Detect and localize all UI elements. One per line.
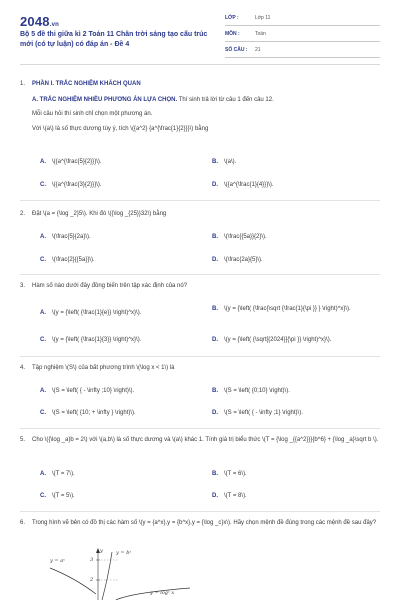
meta-row-count bbox=[225, 46, 380, 58]
option-letter: D. bbox=[212, 182, 218, 188]
option-letter: C. bbox=[40, 493, 46, 499]
option-letter: D. bbox=[212, 410, 218, 416]
question-number: 5. bbox=[20, 437, 26, 443]
question-stem: Hàm số nào dưới đây đồng biến trên tập xác định của nó? bbox=[32, 283, 188, 289]
option-letter: B. bbox=[212, 159, 218, 165]
question-number: 3. bbox=[20, 283, 26, 289]
question-divider bbox=[20, 274, 380, 275]
instruction-text: Mỗi câu hỏi thí sinh chỉ chọn một phương án. bbox=[32, 111, 153, 117]
option-text: \(y = {\left( {\frac{1}{e}} \right)^x}\). bbox=[52, 310, 142, 316]
option-text: \(\frac{{5a}}{2}\). bbox=[224, 234, 267, 240]
option-text: \(y = {\left( {\sqrt[{2024}]{\pi }} \right)^x}\). bbox=[224, 337, 332, 343]
logo-sub: .vn bbox=[49, 22, 60, 28]
question-stem: Tập nghiệm \(S\) của bất phương trình \(\log x < 1\) là bbox=[32, 365, 175, 371]
axis-y-label: y bbox=[100, 548, 103, 554]
option-text: \({a^{\frac{1}{4}}}\). bbox=[224, 182, 274, 188]
curve-b-x bbox=[102, 552, 112, 600]
option-letter: C. bbox=[40, 410, 46, 416]
option-text: \({a^{\frac{5}{2}}}\). bbox=[52, 159, 102, 165]
option-letter: A. bbox=[40, 310, 46, 316]
option-letter: B. bbox=[212, 388, 218, 394]
question-3 bbox=[20, 282, 384, 294]
logo-main: 2048 bbox=[20, 14, 50, 29]
option-letter: B. bbox=[212, 306, 218, 312]
option-letter: B. bbox=[212, 471, 218, 477]
question-4 bbox=[20, 364, 384, 376]
option-text: \(T = 7\). bbox=[52, 471, 75, 477]
option-text: \(S = \left( { - \infty ;10} \right)\). bbox=[52, 388, 135, 394]
label-a-x: y = aˣ bbox=[50, 558, 65, 564]
option-text: \(\frac{5}{2a}\). bbox=[52, 234, 91, 240]
question-divider bbox=[20, 200, 380, 201]
option-text: \(T = 6\). bbox=[224, 471, 247, 477]
option-letter: C. bbox=[40, 257, 46, 263]
question-2 bbox=[20, 210, 384, 222]
meta-value: Toán bbox=[255, 31, 266, 37]
meta-label: SỐ CÂU : bbox=[225, 47, 248, 53]
option-letter: C. bbox=[40, 337, 46, 343]
option-text: \(S = \left( {10; + \infty } \right)\). bbox=[52, 410, 136, 416]
question-body bbox=[32, 80, 382, 133]
question-divider bbox=[20, 356, 380, 357]
subsection-title: A. TRẮC NGHIỆM NHIỀU PHƯƠNG ÁN LỰA CHỌN. bbox=[32, 96, 178, 103]
section-title: PHẦN I. TRẮC NGHIỆM KHÁCH QUAN bbox=[32, 81, 141, 87]
label-log-c: y = logᶜ x bbox=[150, 590, 175, 596]
tick-label-2: 2 bbox=[90, 577, 94, 583]
question-stem: Với \(a\) là số thực dương tùy ý, tích \({a^2} {a^{\frac{1}{2}}}\) bằng bbox=[32, 125, 209, 132]
question-divider bbox=[20, 511, 380, 512]
option-text: \(S = \left( { - \infty ;1} \right)\). bbox=[224, 410, 303, 416]
option-letter: D. bbox=[212, 257, 218, 263]
meta-label: MÔN : bbox=[225, 31, 240, 37]
option-text: \({a^{\frac{3}{2}}}\). bbox=[52, 182, 102, 188]
meta-table bbox=[225, 14, 380, 62]
question-stem: Trong hình vẽ bên có đồ thị các hàm số \(y = {a^x},y = {b^x},y = {\log _c}x\). Hãy chọn mệnh đề đúng trong các mệnh đề sau đây? bbox=[32, 520, 377, 526]
option-letter: C. bbox=[40, 182, 46, 188]
subsection bbox=[32, 96, 382, 105]
question-number: 6. bbox=[20, 520, 26, 526]
question-number: 4. bbox=[20, 365, 26, 371]
option-letter: A. bbox=[40, 159, 46, 165]
question-number: 1. bbox=[20, 81, 26, 87]
option-letter: B. bbox=[212, 234, 218, 240]
option-text: \(T = 8\). bbox=[224, 493, 247, 499]
option-text: \(y = {\left( {\frac{1}{3}} \right)^x}\). bbox=[52, 337, 142, 343]
meta-value: 21 bbox=[255, 47, 261, 53]
tick-label-3: 3 bbox=[90, 557, 94, 563]
option-text: \(y = {\left( {\frac{\sqrt {\frac{1}{\pi }} } \right)^x}\). bbox=[224, 306, 351, 312]
option-letter: A. bbox=[40, 471, 46, 477]
meta-row-class bbox=[225, 14, 380, 26]
question-stem: Đặt \(a = {\log _2}5\). Khi đó \({\log _{25}}32\) bằng bbox=[32, 211, 167, 217]
meta-label: LỚP : bbox=[225, 15, 239, 21]
question-divider bbox=[20, 428, 380, 429]
option-text: \(a\). bbox=[224, 159, 237, 165]
option-text: \(T = 5\). bbox=[52, 493, 75, 499]
question-stem: Cho \({\log _a}b = 2\) với \(a,b\) là số thực dương và \(a\) khác 1. Tính giá trị biểu thức \(T = {\log _{{a^2}}}{b^6} + {\log _a}\sqrt b \). bbox=[32, 437, 379, 443]
option-letter: D. bbox=[212, 493, 218, 499]
site-logo[interactable] bbox=[20, 14, 59, 29]
meta-value: Lớp 11 bbox=[255, 15, 271, 21]
option-text: \(\frac{2a}{5}\). bbox=[224, 257, 263, 263]
option-text: \(\frac{2}{{5a}}\). bbox=[52, 257, 95, 263]
meta-row-subject bbox=[225, 30, 380, 42]
header-divider bbox=[20, 64, 380, 65]
label-b-x: y = bˣ bbox=[116, 550, 132, 556]
subsection-text: Thí sinh trả lời từ câu 1 đến câu 12. bbox=[177, 96, 274, 103]
option-text: \(S = \left( {0;10} \right)\). bbox=[224, 388, 290, 394]
option-letter: A. bbox=[40, 388, 46, 394]
option-letter: D. bbox=[212, 337, 218, 343]
function-graph bbox=[40, 548, 200, 600]
question-6 bbox=[20, 519, 384, 539]
option-letter: A. bbox=[40, 234, 46, 240]
question-number: 2. bbox=[20, 211, 26, 217]
question-5 bbox=[20, 436, 384, 456]
document-header bbox=[0, 0, 400, 62]
document-title: Bộ 5 đề thi giữa kì 2 Toán 11 Chân trời sáng tạo cấu trúc mới (có tự luận) có đáp án - Đề 4 bbox=[20, 31, 208, 48]
